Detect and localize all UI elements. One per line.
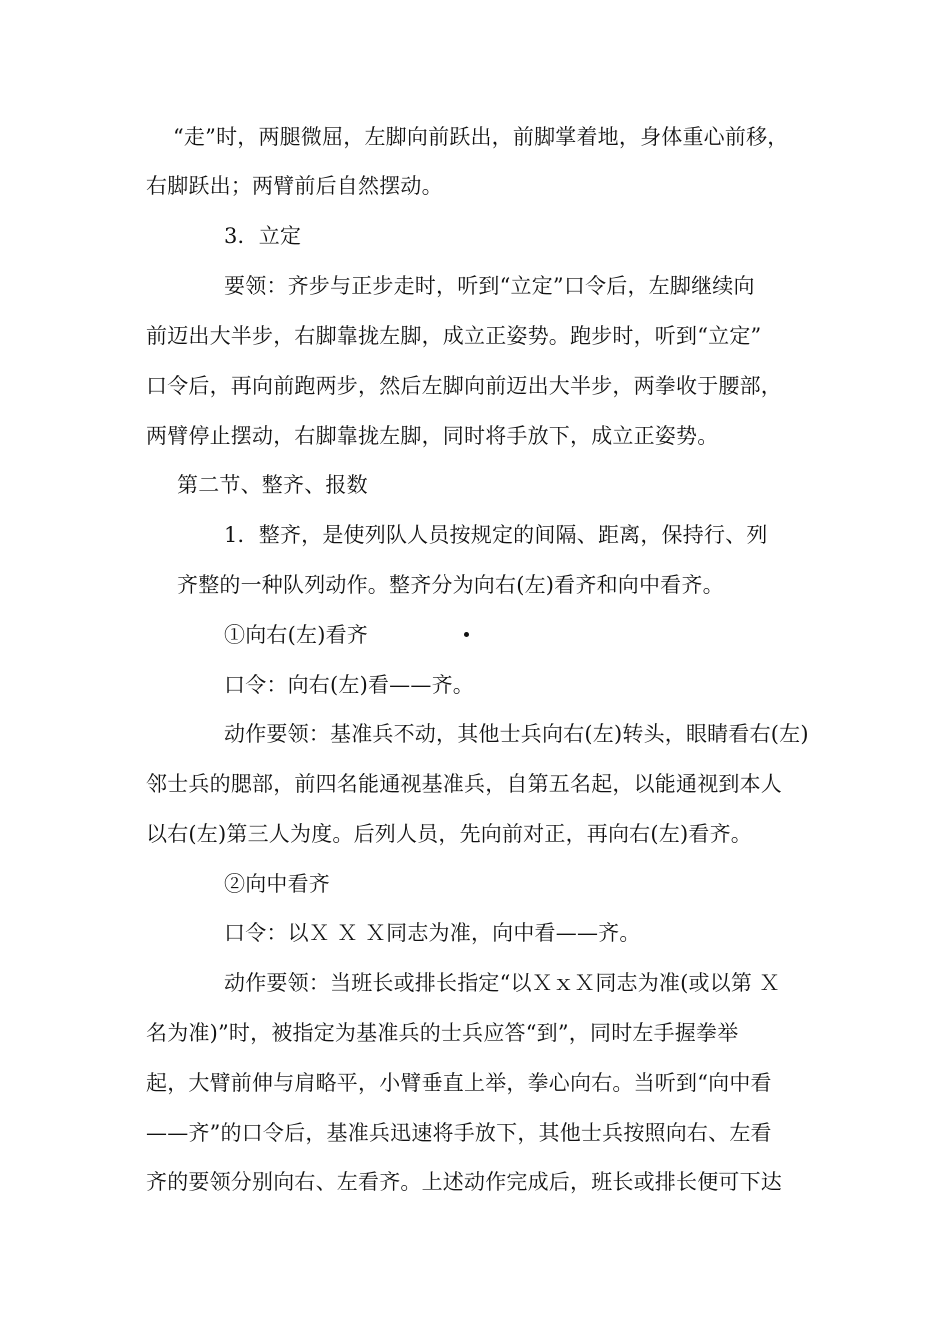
text-line: 以右(左)第三人为度。后列人员，先向前对正，再向右(左)看齐。	[146, 822, 752, 846]
text-line: 要领：齐步与正步走时，听到“立定”口令后，左脚继续向	[224, 274, 755, 298]
stray-dot	[464, 632, 469, 637]
section-heading: 第二节、整齐、报数	[177, 473, 368, 497]
text-line: 动作要领：当班长或排长指定“以ＸｘＸ同志为准(或以第 Ｘ	[224, 971, 781, 995]
subsection-heading: ①向右(左)看齐	[224, 623, 368, 647]
text-line: “走”时，两腿微屈，左脚向前跃出，前脚掌着地，身体重心前移，	[173, 125, 789, 149]
text-line: 名为准)”时，被指定为基准兵的士兵应答“到”，同时左手握拳举	[146, 1021, 739, 1045]
text-line: 齐整的一种队列动作。整齐分为向右(左)看齐和向中看齐。	[177, 573, 724, 597]
subsection-heading: ②向中看齐	[224, 872, 330, 896]
text-line: 口令后，再向前跑两步，然后左脚向前迈出大半步，两拳收于腰部，	[146, 374, 782, 398]
text-line: ——齐”的口令后，基准兵迅速将手放下，其他士兵按照向右、左看	[146, 1121, 772, 1145]
text-line: 右脚跃出；两臂前后自然摆动。	[146, 174, 443, 198]
text-line: 两臂停止摆动，右脚靠拢左脚，同时将手放下，成立正姿势。	[146, 424, 719, 448]
text-line: 齐的要领分别向右、左看齐。上述动作完成后，班长或排长便可下达	[146, 1170, 782, 1194]
text-line: 口令：向右(左)看——齐。	[224, 673, 474, 697]
text-line: 起，大臂前伸与肩略平，小臂垂直上举，拳心向右。当听到“向中看	[146, 1071, 772, 1095]
text-line: 动作要领：基准兵不动，其他士兵向右(左)转头，眼睛看右(左)	[224, 722, 809, 746]
text-line: 口令：以Ｘ Ｘ Ｘ同志为准，向中看——齐。	[224, 921, 641, 945]
section-heading: 3．立定	[224, 224, 302, 248]
text-line: 邻士兵的腮部，前四名能通视基准兵，自第五名起，以能通视到本人	[146, 772, 782, 796]
text-line: 前迈出大半步，右脚靠拢左脚，成立正姿势。跑步时，听到“立定”	[146, 324, 762, 348]
text-line: 1．整齐，是使列队人员按规定的间隔、距离，保持行、列	[224, 523, 768, 547]
